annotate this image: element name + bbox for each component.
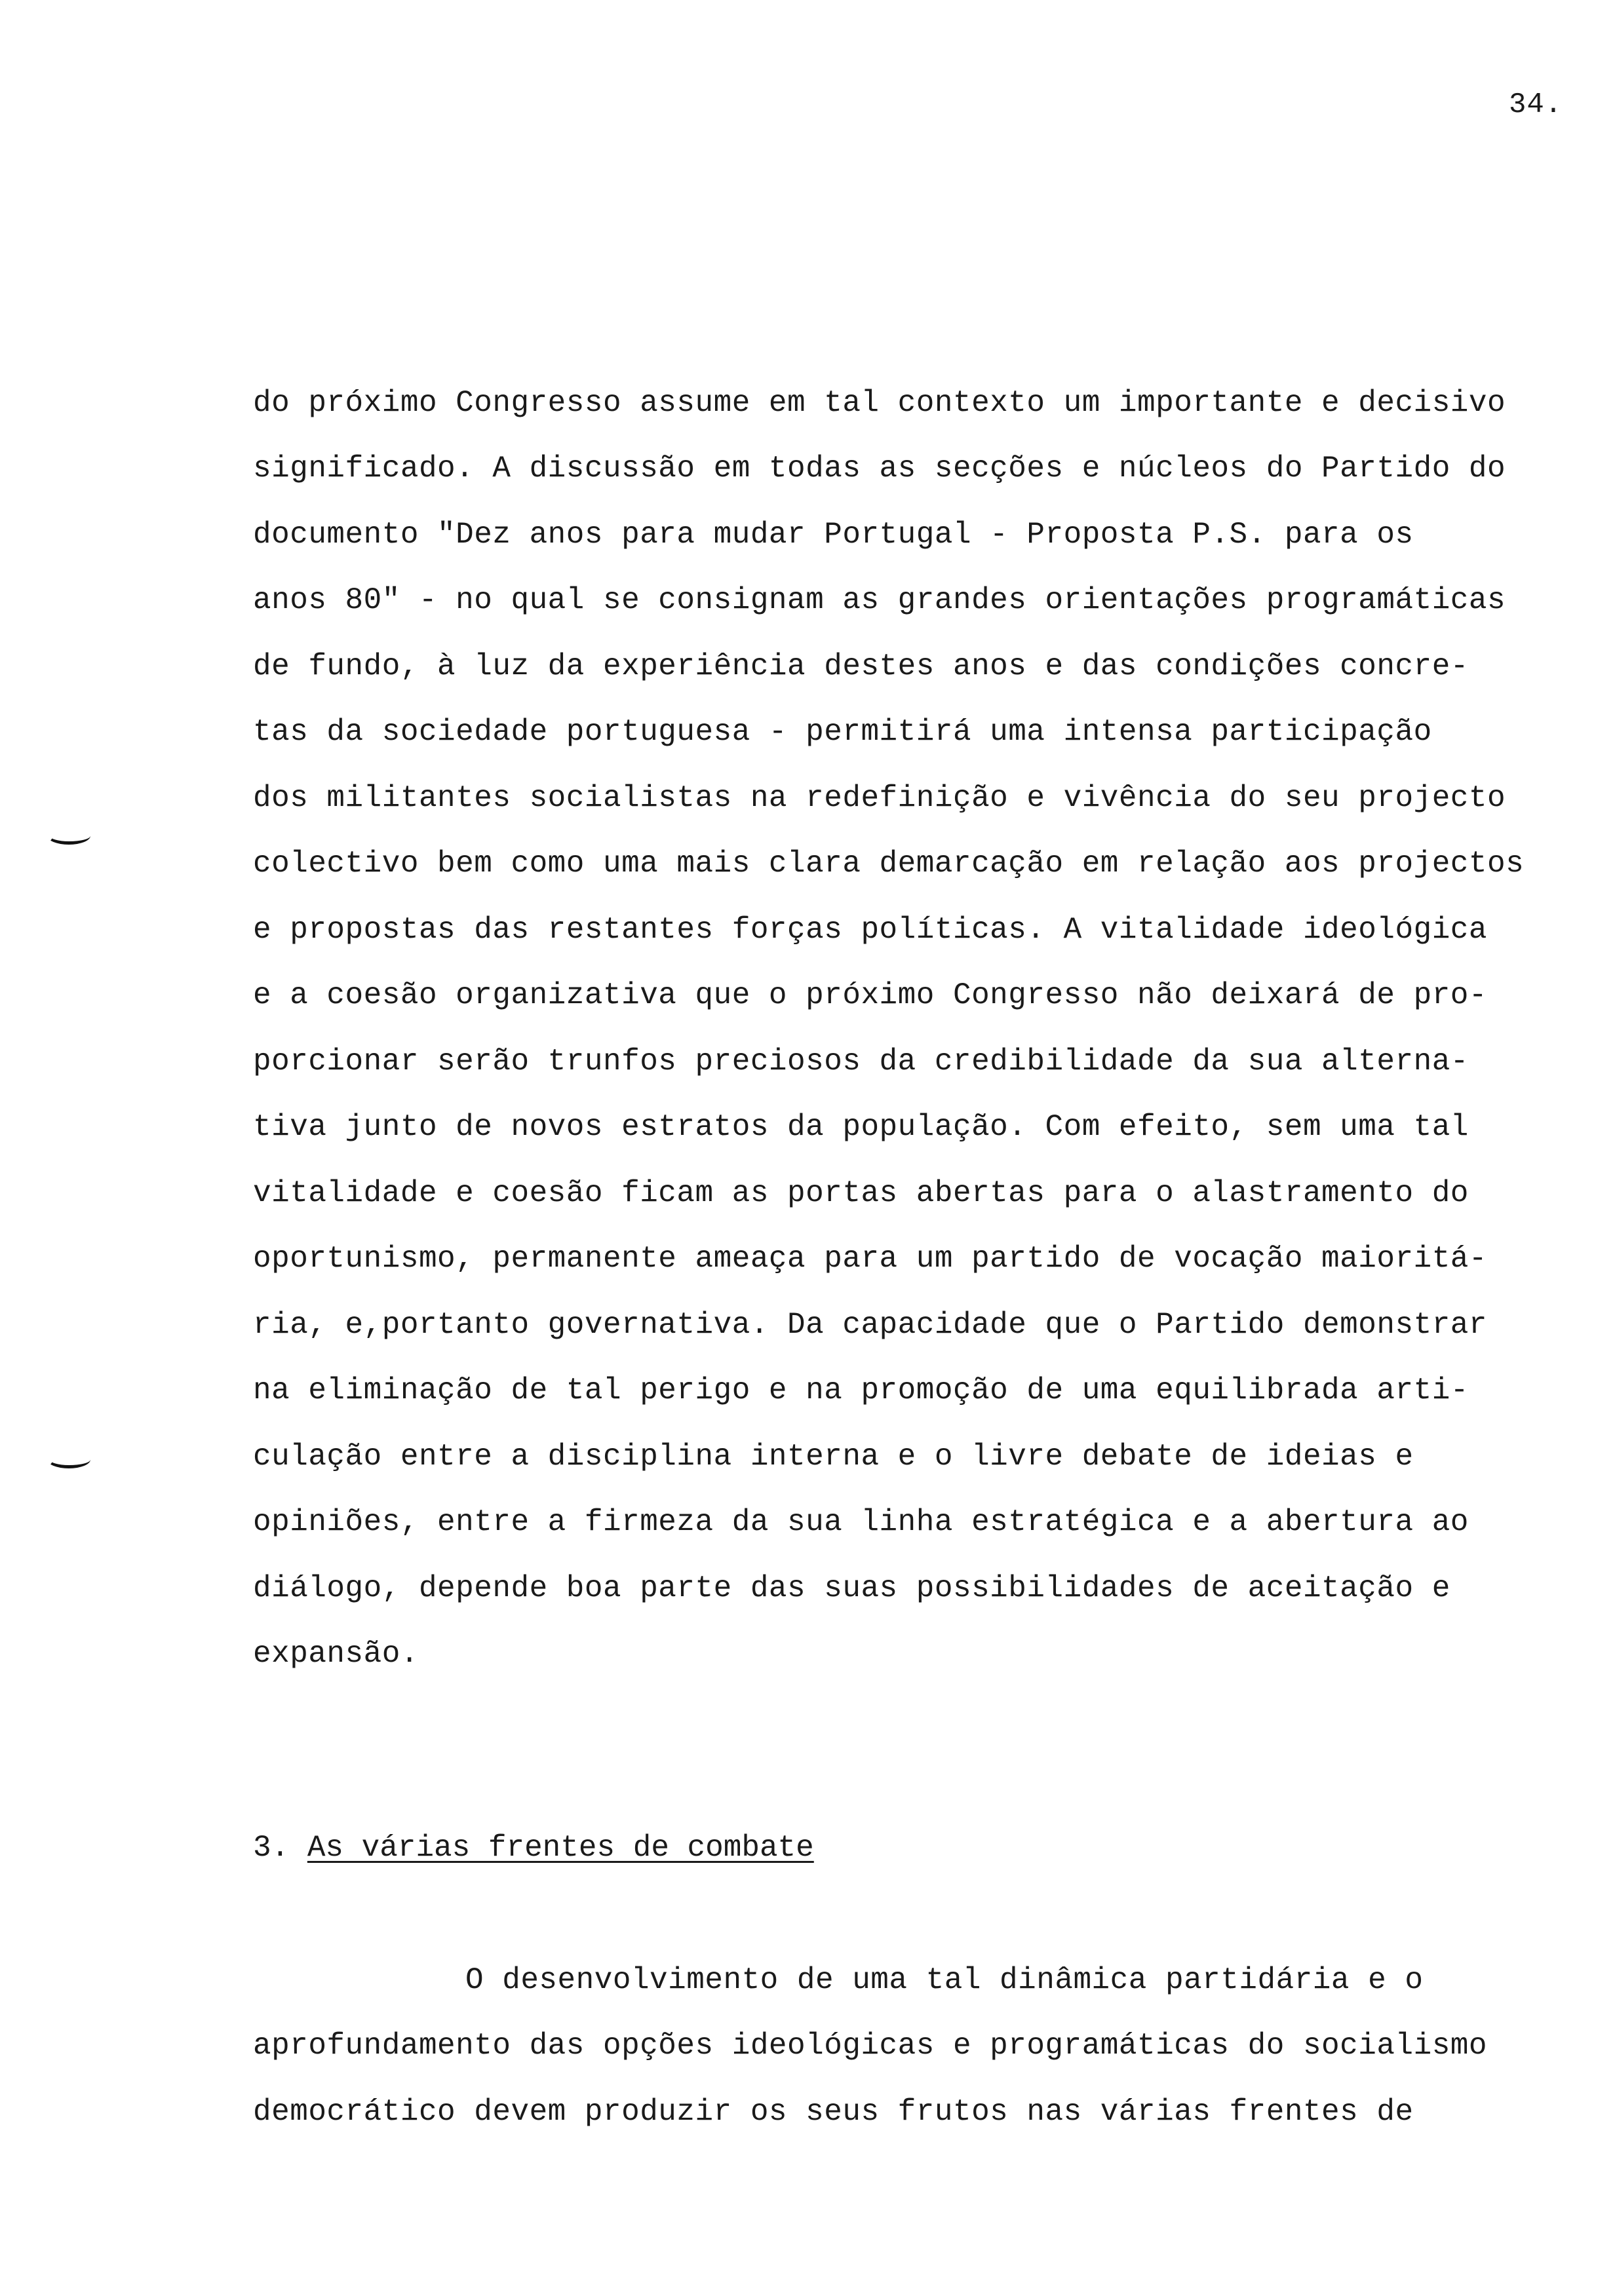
text-line: e propostas das restantes forças políticas. A vitalidade ideológica [253, 913, 1488, 947]
text-line: colectivo bem como uma mais clara demarcação em relação aos projectos [253, 847, 1525, 881]
text-line: significado. A discussão em todas as secções e núcleos do Partido do [253, 451, 1506, 486]
section-title: As várias frentes de combate [307, 1831, 814, 1865]
text-line: dos militantes socialistas na redefinição e vivência do seu projecto [253, 781, 1506, 815]
text-line: diálogo, depende boa parte das suas possibilidades de aceitação e [253, 1571, 1450, 1605]
text-line: ria, e,portanto governativa. Da capacidade que o Partido demonstrar [253, 1308, 1488, 1342]
text-line: culação entre a disciplina interna e o livre debate de ideias e [253, 1440, 1414, 1474]
text-line: porcionar serão trunfos preciosos da credibilidade da sua alterna- [253, 1044, 1469, 1079]
page-number: 34. [1509, 88, 1563, 121]
text-line: expansão. [253, 1637, 419, 1671]
section-heading [253, 1828, 814, 1867]
text-line: de fundo, à luz da experiência destes anos e das condições concre- [253, 649, 1469, 683]
text-line: documento "Dez anos para mudar Portugal - Proposta P.S. para os [253, 518, 1414, 552]
text-line: tas da sociedade portuguesa - permitirá uma intensa participação [253, 715, 1432, 749]
text-line: oportunismo, permanente ameaça para um partido de vocação maioritá- [253, 1242, 1488, 1276]
text-line: vitalidade e coesão ficam as portas abertas para o alastramento do [253, 1176, 1469, 1210]
text-line: e a coesão organizativa que o próximo Congresso não deixará de pro- [253, 978, 1488, 1012]
text-line: democrático devem produzir os seus frutos nas várias frentes de [253, 2095, 1414, 2129]
text-line: tiva junto de novos estratos da população. Com efeito, sem uma tal [253, 1110, 1469, 1144]
text-line: do próximo Congresso assume em tal contexto um importante e decisivo [253, 386, 1506, 420]
text-line: na eliminação de tal perigo e na promoção de uma equilibrada arti- [253, 1373, 1469, 1407]
text-line: aprofundamento das opções ideológicas e programáticas do socialismo [253, 2029, 1488, 2063]
text-line: anos 80" - no qual se consignam as grandes orientações programáticas [253, 583, 1506, 617]
margin-mark [47, 1451, 90, 1468]
margin-mark [47, 827, 90, 845]
text-line: opiniões, entre a firmeza da sua linha estratégica e a abertura ao [253, 1505, 1469, 1539]
section-number: 3. [253, 1831, 290, 1865]
text-line: O desenvolvimento de uma tal dinâmica partidária e o [465, 1963, 1424, 1997]
